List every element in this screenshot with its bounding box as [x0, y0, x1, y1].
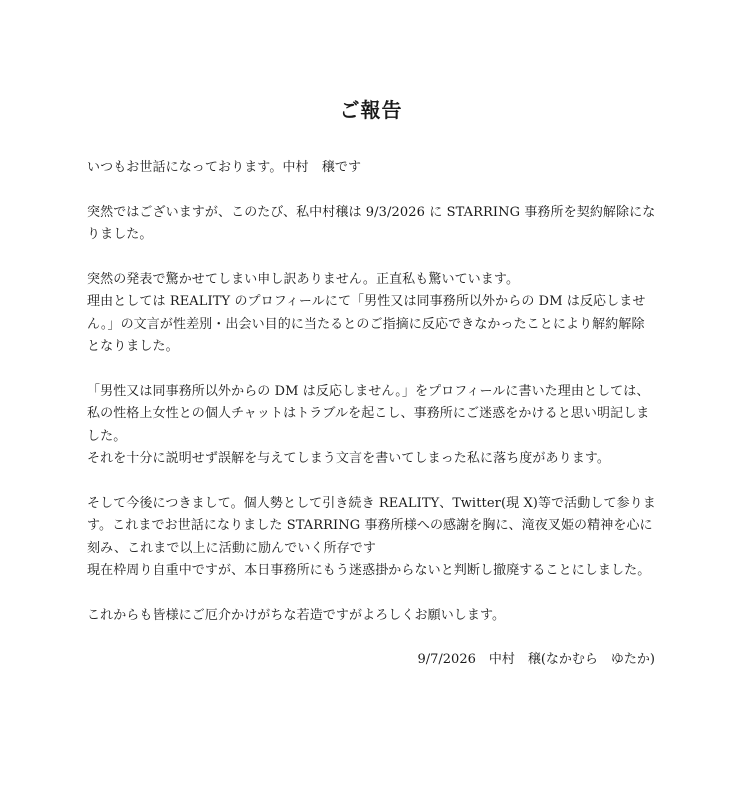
paragraph-line: す。これまでお世話になりました STARRING 事務所様への感謝を胸に、滝夜叉姫の精神を心に [87, 518, 653, 533]
paragraph-line: した。 [87, 428, 127, 444]
paragraph-line: ん。」の文言が性差別・出会い目的に当たるとのご指摘に反応できなかったことにより解約解除 [87, 316, 645, 332]
paragraph-line: 突然ではございますが、このたび、私中村穣は 9/3/2026 に STARRING 事務所を契約解除にな [87, 204, 656, 220]
paragraph-line: 突然の発表で驚かせてしまい申し訳ありません。正直私も驚いています。 [87, 271, 520, 287]
paragraph-line: 刻み、これまで以上に活動に励んでいく所存です [87, 540, 376, 556]
apology-reason-paragraph [87, 269, 655, 359]
paragraph-line: それを十分に説明せず誤解を与えてしまう文言を書いてしまった私に落ち度があります。 [87, 451, 610, 466]
paragraph-line: 理由としては REALITY のプロフィールにて「男性又は同事務所以外からの DM は反応しませ [87, 294, 646, 309]
greeting-paragraph [87, 157, 655, 180]
paragraph-line: 私の性格上女性との個人チャットはトラブルを起こし、事務所にご迷惑をかけると思い明記しま [87, 406, 650, 421]
paragraph-line: これからも皆様にご厄介かけがちな若造ですがよろしくお願いします。 [87, 607, 506, 623]
future-plans-paragraph [87, 493, 655, 583]
paragraph-line: 「男性又は同事務所以外からの DM は反応しません。」をプロフィールに書いた理由としては、 [87, 383, 650, 399]
paragraph-line: となりました。 [87, 339, 179, 354]
contract-termination-paragraph [87, 202, 655, 247]
paragraph-line: りました。 [87, 227, 153, 242]
explanation-paragraph [87, 381, 655, 471]
paragraph-line: いつもお世話になっております。中村 穣です [87, 160, 362, 175]
signature-line: 9/7/2026 中村 穣(なかむら ゆたか) [417, 652, 655, 667]
announcement-document [87, 96, 655, 671]
document-title: ご報告 [339, 98, 403, 122]
paragraph-line: そして今後につきまして。個人勢として引き続き REALITY、Twitter(現 X)等で活動して参りま [87, 495, 656, 511]
closing-paragraph [87, 605, 655, 628]
paragraph-line: 現在枠周り自重中ですが、本日事務所にもう迷惑掛からないと判断し撤廃することにしました。 [87, 563, 651, 578]
